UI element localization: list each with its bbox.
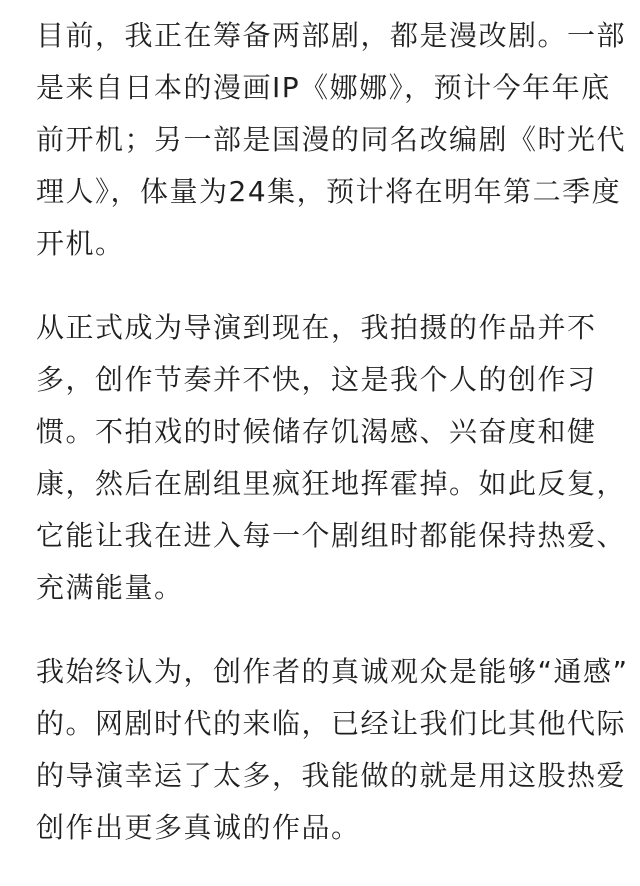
text-line: 理人》，体量为24集，预计将在明年第二季度 — [36, 175, 622, 208]
article-body — [36, 10, 629, 886]
text-line: 的。网剧时代的来临，已经让我们比其他代际 — [36, 707, 627, 740]
text-line: 它能让我在进入每一个剧组时都能保持热爱、 — [36, 519, 627, 552]
text-line: 目前，我正在筹备两部剧，都是漫改剧。一部 — [36, 19, 627, 52]
text-line: 康，然后在剧组里疯狂地挥霍掉。如此反复， — [36, 467, 627, 500]
paragraph-2 — [36, 302, 627, 614]
text-line: 开机。 — [36, 227, 125, 260]
paragraph-1 — [36, 10, 627, 270]
text-line: 惯。不拍戏的时候储存饥渴感、兴奋度和健 — [36, 415, 597, 448]
text-line: 多，创作节奏并不快，这是我个人的创作习 — [36, 363, 597, 396]
text-line: 充满能量。 — [36, 571, 184, 604]
text-line: 的导演幸运了太多，我能做的就是用这股热爱 — [36, 759, 627, 792]
paragraph-3 — [36, 646, 629, 854]
text-line: 创作出更多真诚的作品。 — [36, 811, 361, 844]
text-line: 前开机；另一部是国漫的同名改编剧《时光代 — [36, 123, 627, 156]
text-line: 是来自日本的漫画IP《娜娜》，预计今年年底 — [36, 71, 611, 104]
text-line: 我始终认为，创作者的真诚观众是能够“通感” — [36, 655, 629, 688]
text-line: 从正式成为导演到现在，我拍摄的作品并不 — [36, 311, 597, 344]
